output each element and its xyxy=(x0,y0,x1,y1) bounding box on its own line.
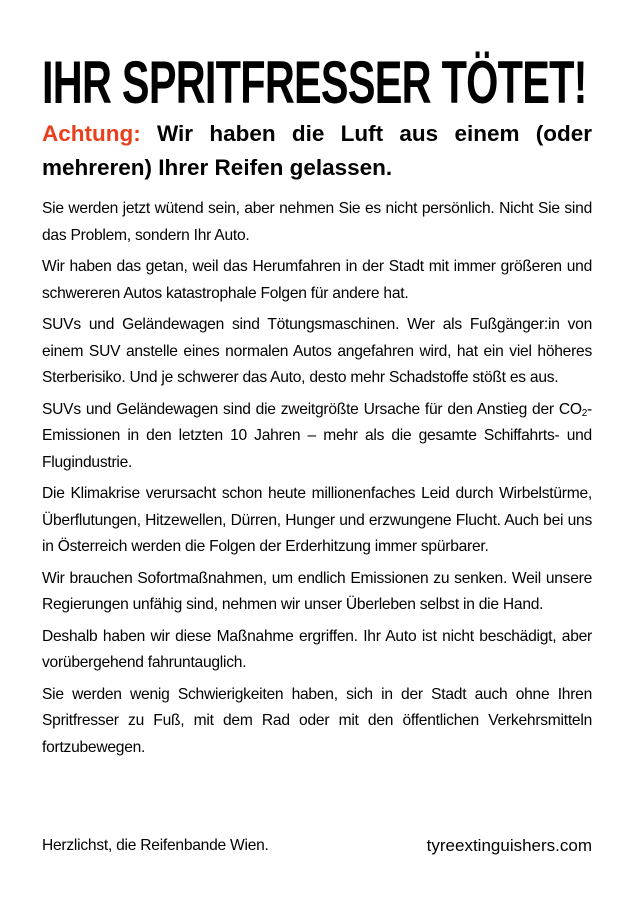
paragraph-suv-danger: SUVs und Geländewagen sind Tötungsmaschinen. Wer als Fußgänger:in von einem SUV anstelle eines normalen Autos angefahren wird, hat ein viel höheres Sterberisiko. Und je schwerer das Auto, desto mehr Schadstoffe stößt es aus. xyxy=(42,316,592,386)
paragraph-immediate-action: Wir brauchen Sofortmaßnahmen, um endlich Emissionen zu senken. Weil unsere Regierungen unfähig sind, nehmen wir unser Überleben selbst in die Hand. xyxy=(42,569,592,613)
co2-subscript: 2 xyxy=(581,407,588,419)
body-text xyxy=(42,196,592,766)
paragraph-climate-crisis: Die Klimakrise verursacht schon heute millionenfaches Leid durch Wirbelstürme, Überflutungen, Hitzewellen, Dürren, Hunger und erzwungene Flucht. Auch bei uns in Österreich werden die Folgen der Erderhitzung immer spürbarer. xyxy=(42,485,592,555)
footer xyxy=(42,833,592,859)
paragraph-not-personal: Sie werden jetzt wütend sein, aber nehmen Sie es nicht persönlich. Nicht Sie sind das Problem, sondern Ihr Auto. xyxy=(42,200,592,244)
subheadline-text: Wir haben die Luft aus einem (oder mehreren) Ihrer Reifen gelassen. xyxy=(42,121,592,180)
paragraph-reason: Wir haben das getan, weil das Herumfahren in der Stadt mit immer größeren und schwereren Autos katastrophale Folgen für andere hat. xyxy=(42,258,592,302)
paragraph-co2-emissions xyxy=(42,397,592,477)
warning-label: Achtung: xyxy=(42,121,141,146)
co2-text-after: -Emissionen in den letzten 10 Jahren – mehr als die gesamte Schiffahrts- und Flugindustrie. xyxy=(42,400,592,471)
co2-text-before: SUVs und Geländewagen sind die zweitgrößte Ursache für den Anstieg der CO xyxy=(42,400,582,418)
signature: Herzlichst, die Reifenbande Wien. xyxy=(42,837,269,854)
website-link: tyreextinguishers.com xyxy=(426,836,592,855)
paragraph-alternatives: Sie werden wenig Schwierigkeiten haben, sich in der Stadt auch ohne Ihren Spritfresser zu Fuß, mit dem Rad oder mit den öffentlichen Verkehrsmitteln fortzubewegen. xyxy=(42,685,592,756)
headline: IHR SPRITFRESSER TÖTET! xyxy=(42,47,587,116)
paragraph-car-not-damaged: Deshalb haben wir diese Maßnahme ergriffen. Ihr Auto ist nicht beschädigt, aber vorübergehend fahruntauglich. xyxy=(42,627,592,671)
subheadline xyxy=(42,117,592,185)
